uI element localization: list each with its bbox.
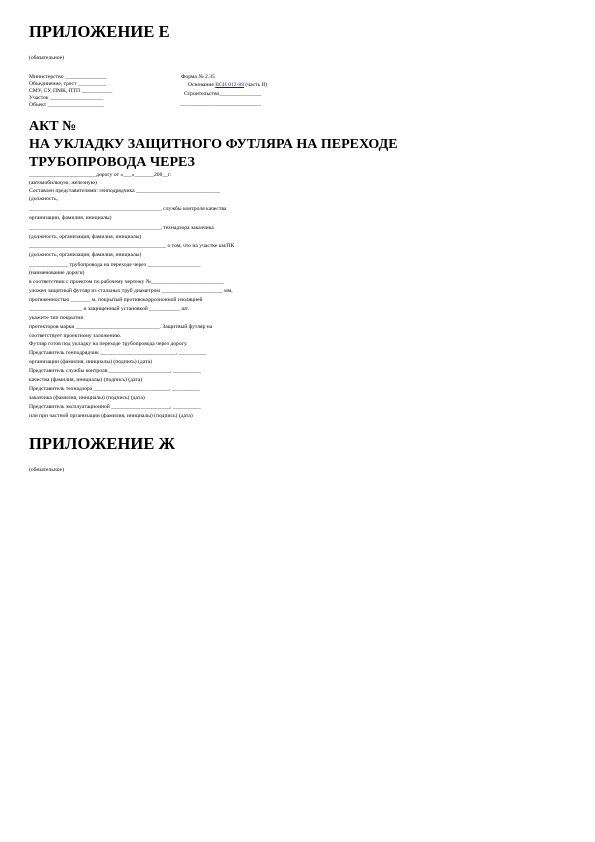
appendix-zh-title: ПРИЛОЖЕНИЕ Ж [29, 434, 176, 453]
body-line: (должность, [29, 196, 58, 202]
body-line: (должность, организация, фамилия, инициалы) [29, 234, 142, 240]
act-title-2: НА УКЛАДКУ ЗАЩИТНОГО ФУТЛЯРА НА ПЕРЕХОДЕ [29, 137, 398, 152]
body-line: (автомобильную, железную) [29, 180, 97, 186]
body-line: организации, фамилия, инициалы) [29, 215, 112, 221]
body-line: уложен защитный футляр из стальных труб диаметром ______________________ мм, [29, 288, 233, 294]
form-number: Форма № 2.35 [181, 74, 215, 80]
appendix-e-title: ПРИЛОЖЕНИЕ Е [29, 22, 170, 41]
body-line: _________________________________________________ о том, что на участке км/ПК [29, 243, 235, 249]
header-trust: Объединение, трест __________ [29, 81, 106, 87]
basis-link[interactable]: ВСН 012-88 [215, 82, 244, 88]
body-line: Представитель службы контроля ______________________, __________ [29, 368, 201, 374]
header-ministry: Министерство _______________ [29, 74, 107, 80]
body-line: (должность, организация, фамилия, инициалы) [29, 252, 142, 258]
basis-prefix: Основание [188, 82, 214, 88]
body-line: Представитель технадзора ___________________________, __________ [29, 386, 200, 392]
body-line: Составлен представителями: генподрядчика ______________________________ [29, 188, 220, 194]
appendix-zh-subtitle: (обязательное) [29, 467, 64, 473]
body-line: организации (фамилия, инициалы) (подпись) (дата) [29, 359, 152, 365]
body-line: _______________________________________________, технадзора заказчика [29, 225, 214, 231]
body-line: соответствует проектному заложению. [29, 333, 122, 339]
header-object: Объект ____________________ [29, 102, 104, 108]
body-line: (наименование дороги) [29, 270, 85, 276]
body-line: протяженностью _______ м, покрытый противокоррозионной изоляцией [29, 297, 203, 303]
body-line: укажите тип покрытия [29, 315, 84, 321]
body-line: ______________ трубопровода на переходе через ___________________ [29, 262, 201, 268]
body-line: или при частной организации (фамилия, инициалы) (подпись) (дата) [29, 413, 193, 419]
body-line: Футляр готов под укладку на переходе трубопровода через дорогу. [29, 341, 188, 347]
header-smu: СМУ, СУ, ПМК, ПТП ___________ [29, 88, 113, 94]
appendix-e-subtitle: (обязательное) [29, 55, 64, 61]
header-section: Участок ___________________ [29, 95, 104, 101]
construction-blank: _____________________________ [180, 101, 262, 107]
body-line: в соответствии с проектом по рабочему чертежу №__________________________ [29, 279, 224, 285]
basis-line [188, 82, 267, 89]
body-line: заказчика (фамилия, инициалы) (подпись) (дата) [29, 395, 145, 401]
body-line: качества (фамилия, инициалы) (подпись) (дата) [29, 377, 143, 383]
construction-line: Строительство_______________ [184, 91, 262, 97]
body-line: Представитель генподрядчик ___________________________, __________ [29, 350, 207, 356]
body-line: Представитель эксплуатационной _____________________, __________ [29, 404, 201, 410]
basis-suffix: (часть II) [245, 82, 268, 88]
body-line: ________________________дорогу от «___»_______200__г. [29, 172, 172, 178]
act-title-3: ТРУБОПРОВОДА ЧЕРЕЗ [29, 155, 195, 170]
body-line: протекторов марки ______________________________. Защитный футляр на [29, 324, 213, 330]
act-title-1: АКТ № [29, 119, 77, 134]
body-line: ___________________ и защищенный установкой ___________ шт. [29, 306, 190, 312]
body-line: _______________________________________________, службы контроля качества [29, 206, 227, 212]
